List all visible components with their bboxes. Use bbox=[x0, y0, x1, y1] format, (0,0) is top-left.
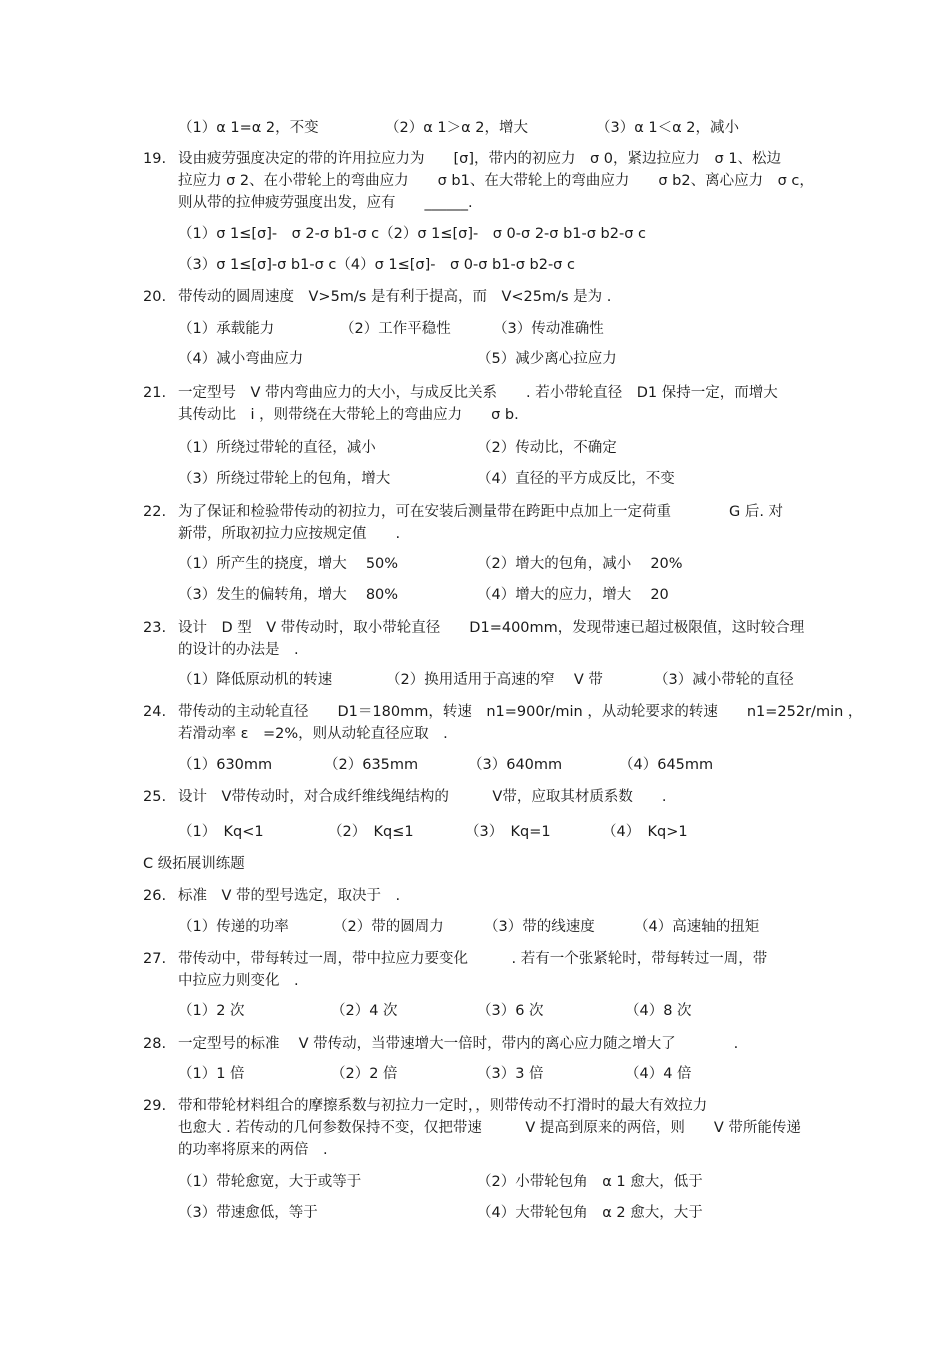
q22-number: 22. bbox=[143, 504, 167, 520]
q25-number: 25. bbox=[143, 789, 167, 805]
q29-option-3: （3）带速愈低，等于 bbox=[178, 1205, 318, 1221]
q28-option-2: （2）2 倍 bbox=[331, 1066, 398, 1082]
q26-option-4: （4）高速轴的扭矩 bbox=[634, 919, 760, 935]
q18-option-3: （3）α 1＜α 2，减小 bbox=[596, 120, 740, 136]
q20-line-1: 带传动的圆周速度 V>5m/s 是有利于提高，而 V<25m/s 是为 . bbox=[178, 289, 612, 305]
q23-option-1: （1）降低原动机的转速 bbox=[178, 672, 333, 688]
q18-option-2: （2）α 1＞α 2，增大 bbox=[385, 120, 529, 136]
q22-option-3: （3）发生的偏转角，增大 80% bbox=[178, 587, 399, 603]
q21-number: 21. bbox=[143, 385, 167, 401]
q27-option-1: （1）2 次 bbox=[178, 1003, 245, 1019]
q25-option-4: （4） Kq>1 bbox=[602, 824, 688, 840]
q27-number: 27. bbox=[143, 951, 167, 967]
q29-option-2: （2）小带轮包角 α 1 愈大，低于 bbox=[477, 1174, 703, 1190]
q21-line-1: 一定型号 V 带内弯曲应力的大小，与成反比关系 . 若小带轮直径 D1 保持一定，而增大 bbox=[178, 385, 778, 401]
q23-option-3: （3）减小带轮的直径 bbox=[654, 672, 794, 688]
q27-option-2: （2）4 次 bbox=[331, 1003, 398, 1019]
q24-line-1: 带传动的主动轮直径 D1＝180mm，转速 n1=900r/min ，从动轮要求的转速 n1=252r/min ， bbox=[178, 704, 863, 720]
q20-option-2: （2）工作平稳性 bbox=[340, 321, 451, 337]
q29-line-2: 也愈大 . 若传动的几何参数保持不变，仅把带速 V 提高到原来的两倍，则 V 带所能传递 bbox=[178, 1120, 801, 1136]
q20-option-3: （3）传动准确性 bbox=[493, 321, 604, 337]
q28-option-3: （3）3 倍 bbox=[477, 1066, 544, 1082]
q18-option-1: （1）α 1=α 2，不变 bbox=[178, 120, 319, 136]
q22-line-1: 为了保证和检验带传动的初拉力，可在安装后测量带在跨距中点加上一定荷重 G 后. 对 bbox=[178, 504, 784, 520]
q22-line-2: 新带，所取初拉力应按规定值 . bbox=[178, 526, 401, 542]
q26-number: 26. bbox=[143, 888, 167, 904]
q29-option-1: （1）带轮愈宽，大于或等于 bbox=[178, 1174, 362, 1190]
q29-option-4: （4）大带轮包角 α 2 愈大，大于 bbox=[477, 1205, 703, 1221]
q23-line-2: 的设计的办法是 . bbox=[178, 642, 299, 658]
q24-option-3: （3）640mm bbox=[468, 757, 563, 773]
q26-option-3: （3）带的线速度 bbox=[484, 919, 595, 935]
q21-option-1: （1）所绕过带轮的直径，减小 bbox=[178, 440, 376, 456]
q21-line-2: 其传动比 i ，则带绕在大带轮上的弯曲应力 σ b. bbox=[178, 407, 519, 423]
q19-line-3: 则从带的拉伸疲劳强度出发，应有 ______. bbox=[178, 195, 473, 211]
q24-option-2: （2）635mm bbox=[324, 757, 419, 773]
q19-options-row-2: （3）σ 1≤[σ]-σ b1-σ c（4）σ 1≤[σ]- σ 0-σ b1-σ b2-σ c bbox=[178, 257, 575, 273]
q29-number: 29. bbox=[143, 1098, 167, 1114]
section-c-heading: C 级拓展训练题 bbox=[143, 856, 245, 872]
q21-option-4: （4）直径的平方成反比，不变 bbox=[477, 471, 675, 487]
q23-number: 23. bbox=[143, 620, 167, 636]
q23-line-1: 设计 D 型 V 带传动时，取小带轮直径 D1=400mm，发现带速已超过极限值，这时较合理 bbox=[178, 620, 805, 636]
q25-option-2: （2） Kq≤1 bbox=[328, 824, 414, 840]
q24-line-2: 若滑动率 ε =2%，则从动轮直径应取 . bbox=[178, 726, 448, 742]
q27-line-1: 带传动中，带每转过一周，带中拉应力要变化 . 若有一个张紧轮时，带每转过一周，带 bbox=[178, 951, 768, 967]
q19-number: 19. bbox=[143, 151, 167, 167]
q26-option-2: （2）带的圆周力 bbox=[333, 919, 444, 935]
q28-number: 28. bbox=[143, 1036, 167, 1052]
q29-line-3: 的功率将原来的两倍 . bbox=[178, 1142, 328, 1158]
q19-line-2: 拉应力 σ 2、在小带轮上的弯曲应力 σ b1、在大带轮上的弯曲应力 σ b2、离心应力 σ c， bbox=[178, 173, 814, 189]
q27-line-2: 中拉应力则变化 . bbox=[178, 973, 299, 989]
q26-line-1: 标准 V 带的型号选定，取决于 . bbox=[178, 888, 401, 904]
q22-option-4: （4）增大的应力，增大 20 bbox=[477, 587, 669, 603]
q28-option-4: （4）4 倍 bbox=[625, 1066, 692, 1082]
q20-option-1: （1）承载能力 bbox=[178, 321, 275, 337]
q25-option-3: （3） Kq=1 bbox=[465, 824, 551, 840]
q22-option-2: （2）增大的包角，减小 20% bbox=[477, 556, 683, 572]
q29-line-1: 带和带轮材料组合的摩擦系数与初拉力一定时，，则带传动不打滑时的最大有效拉力 bbox=[178, 1098, 708, 1114]
q19-options-row-1: （1）σ 1≤[σ]- σ 2-σ b1-σ c（2）σ 1≤[σ]- σ 0-σ 2-σ b1-σ b2-σ c bbox=[178, 226, 646, 242]
q21-option-2: （2）传动比，不确定 bbox=[477, 440, 617, 456]
q27-option-3: （3）6 次 bbox=[477, 1003, 544, 1019]
q23-option-2: （2）换用适用于高速的窄 V 带 bbox=[386, 672, 603, 688]
q20-option-5: （5）减少离心拉应力 bbox=[477, 351, 617, 367]
q28-option-1: （1）1 倍 bbox=[178, 1066, 245, 1082]
q20-number: 20. bbox=[143, 289, 167, 305]
q21-option-3: （3）所绕过带轮上的包角，增大 bbox=[178, 471, 391, 487]
q22-option-1: （1）所产生的挠度，增大 50% bbox=[178, 556, 399, 572]
q25-line-1: 设计 V带传动时，对合成纤维线绳结构的 V带，应取其材质系数 . bbox=[178, 789, 667, 805]
q24-option-1: （1）630mm bbox=[178, 757, 273, 773]
q26-option-1: （1）传递的功率 bbox=[178, 919, 289, 935]
q24-number: 24. bbox=[143, 704, 167, 720]
q19-line-1: 设由疲劳强度决定的带的许用拉应力为 [σ]，带内的初应力 σ 0，紧边拉应力 σ 1、松边 bbox=[178, 151, 782, 167]
q28-line-1: 一定型号的标准 V 带传动，当带速增大一倍时，带内的离心应力随之增大了 . bbox=[178, 1036, 739, 1052]
q27-option-4: （4）8 次 bbox=[625, 1003, 692, 1019]
q20-option-4: （4）减小弯曲应力 bbox=[178, 351, 304, 367]
q25-option-1: （1） Kq<1 bbox=[178, 824, 264, 840]
q24-option-4: （4）645mm bbox=[619, 757, 714, 773]
